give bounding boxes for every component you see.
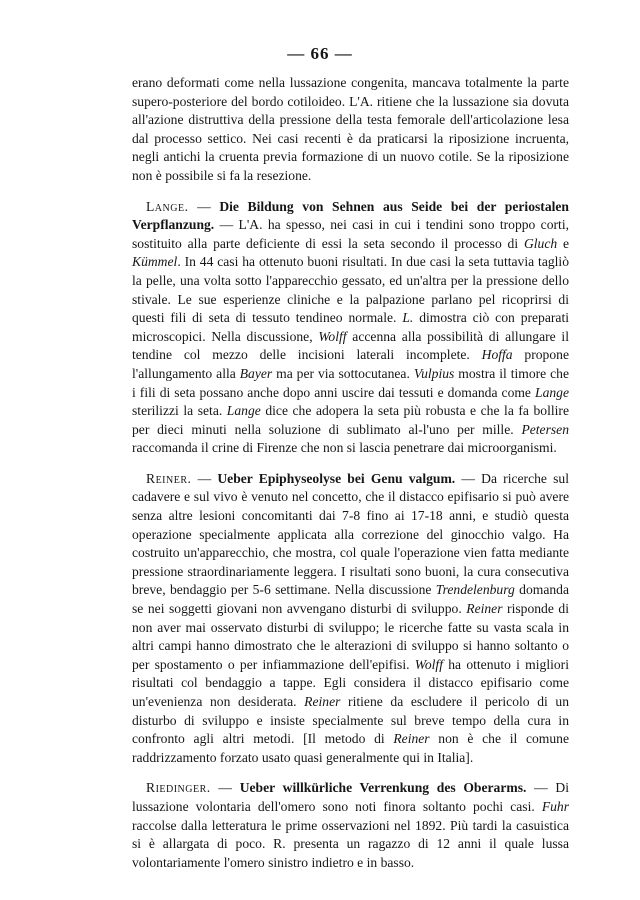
cited-name: Lange: [226, 403, 261, 419]
text: e: [557, 235, 570, 251]
text: raccolse dalla letteratura le prime osservazioni nel 1892. Più tardi la casuistica si è allargata di poco. R. presenta un ragazzo di 12 anni il quale lussa volontariamente l'omero sinistro indietro e in basso.: [132, 817, 569, 870]
cited-name: Reiner: [393, 731, 430, 747]
cited-name: Trendelenburg: [435, 582, 515, 598]
article-title: Die Bildung von Sehnen aus Seide bei der periostalen Verpflanzung.: [132, 198, 569, 233]
text: . In 44 casi ha ottenuto buoni risultati. In due casi la seta tuttavia tagliò la pelle, una volta sotto l'apparecchio gessato, ed un'altra per la pressione dello stivale. Le sue esperienze cliniche e la palpazione parlano pel ricoprirsi di questi fili di seta di tessuto tendineo normale.: [132, 254, 569, 326]
article-lange: [132, 198, 569, 458]
article-author: Riedinger.: [146, 780, 211, 796]
dash: —: [191, 470, 218, 486]
article-author: Reiner.: [146, 470, 192, 486]
cited-name: Vulpius: [413, 365, 455, 381]
text: mostra il timore che i fili di seta possano anche dopo anni uscire dai tessuti e domanda come: [132, 365, 570, 400]
text: — Di lussazione volontaria dell'omero sono noti finora soltanto pochi casi.: [132, 780, 569, 814]
cited-name: Hoffa: [481, 347, 513, 363]
article-author: Lange.: [146, 198, 189, 214]
text: accenna alla possibilità di allungare il tendine col mezzo delle incisioni laterali incomplete.: [132, 328, 569, 363]
text: ritiene da escludere il pericolo di un disturbo di sviluppo e insiste specialmente sul breve tempo della cura in confronto agli altri metodi. [Il metodo di: [132, 694, 569, 747]
article-title: Ueber willkürliche Verrenkung des Oberarms.: [239, 780, 527, 796]
text: dice che adopera la seta più robusta e che la fa bollire per dieci minuti nella soluzione di sublimato al-l'uno per mille.: [132, 403, 569, 437]
cited-name: Bayer: [239, 365, 273, 381]
dash: —: [188, 198, 220, 214]
text: dimostra ciò con preparati microscopici. Nella discussione,: [132, 310, 570, 344]
text: risponde di non aver mai osservato disturbi di sviluppo; le ricerche fatte su vasta scala in altri campi hanno dimostrato che le alterazioni di sviluppo si hanno soltanto o per spostamento o per infiammazione dell'epifisi.: [132, 601, 569, 672]
cited-name: Wolff: [318, 328, 347, 344]
page-number: — 66 —: [287, 44, 353, 63]
cited-name: Kümmel: [132, 254, 178, 270]
cited-name: Wolff: [414, 656, 443, 672]
intro-paragraph: erano deformati come nella lussazione congenita, mancava totalmente la parte supero-posteriore del bordo cotiloideo. L'A. ritiene che la lussazione sia dovuta all'azione distruttiva della pressione della testa femorale dell'articolazione lesa dal processo settico. Nei casi recenti è da praticarsi la riposizione incruenta, negli antichi la cruenta previa formazione di un nuovo cotile. Se la riposizione non è possibile si fa la resezione.: [132, 75, 569, 183]
article-title: Ueber Epiphyseolyse bei Genu valgum.: [217, 470, 456, 486]
cited-name: Petersen: [521, 421, 569, 437]
text: propone l'allungamento alla: [132, 347, 569, 381]
dash: —: [210, 780, 240, 796]
text: sterilizzi la seta.: [132, 403, 227, 419]
text: — Da ricerche sul cadavere e sul vivo è venuto nel concetto, che il distacco epifisario si può avere senza altre lesioni concomitanti dai 7-8 fino ai 17-18 anni, e studiò questa operazione specialmente applicata alla correzione del ginocchio valgo. Ha costruito un'apparecchio, che mostra, col quale l'operazione vien fatta mediante pressione straordinariamente leggera. I risultati sono buoni, la cura consecutiva breve, bendaggio per 5-6 settimane. Nella discussione: [132, 470, 569, 598]
article-riedinger: [132, 779, 569, 872]
article-reiner: [132, 470, 569, 768]
text: raccomanda il crine di Firenze che non si lascia penetrare dai microorganismi.: [132, 440, 557, 456]
text: domanda se nei soggetti giovani non avvengano disturbi di sviluppo.: [132, 582, 569, 617]
cited-name: L.: [402, 310, 414, 326]
page-body: [132, 74, 569, 872]
text: ha ottenuto i migliori risultati col bendaggio a tappe. Egli considera il distacco epifisario come un'evenienza non desiderata.: [132, 656, 569, 709]
text: non è che il comune raddrizzamento forzato usato quasi generalmente qui in Italia].: [132, 731, 569, 765]
cited-name: Gluch: [523, 235, 558, 251]
cited-name: Lange: [535, 384, 569, 400]
cited-name: Fuhr: [541, 798, 569, 814]
text: — L'A. ha spesso, nei casi in cui i tendini sono troppo corti, sostituito alla parte deficiente di essi la seta secondo il processo di: [132, 217, 569, 251]
text: ma per via sottocutanea.: [272, 365, 414, 381]
cited-name: Reiner: [466, 601, 503, 617]
cited-name: Reiner: [304, 694, 341, 709]
